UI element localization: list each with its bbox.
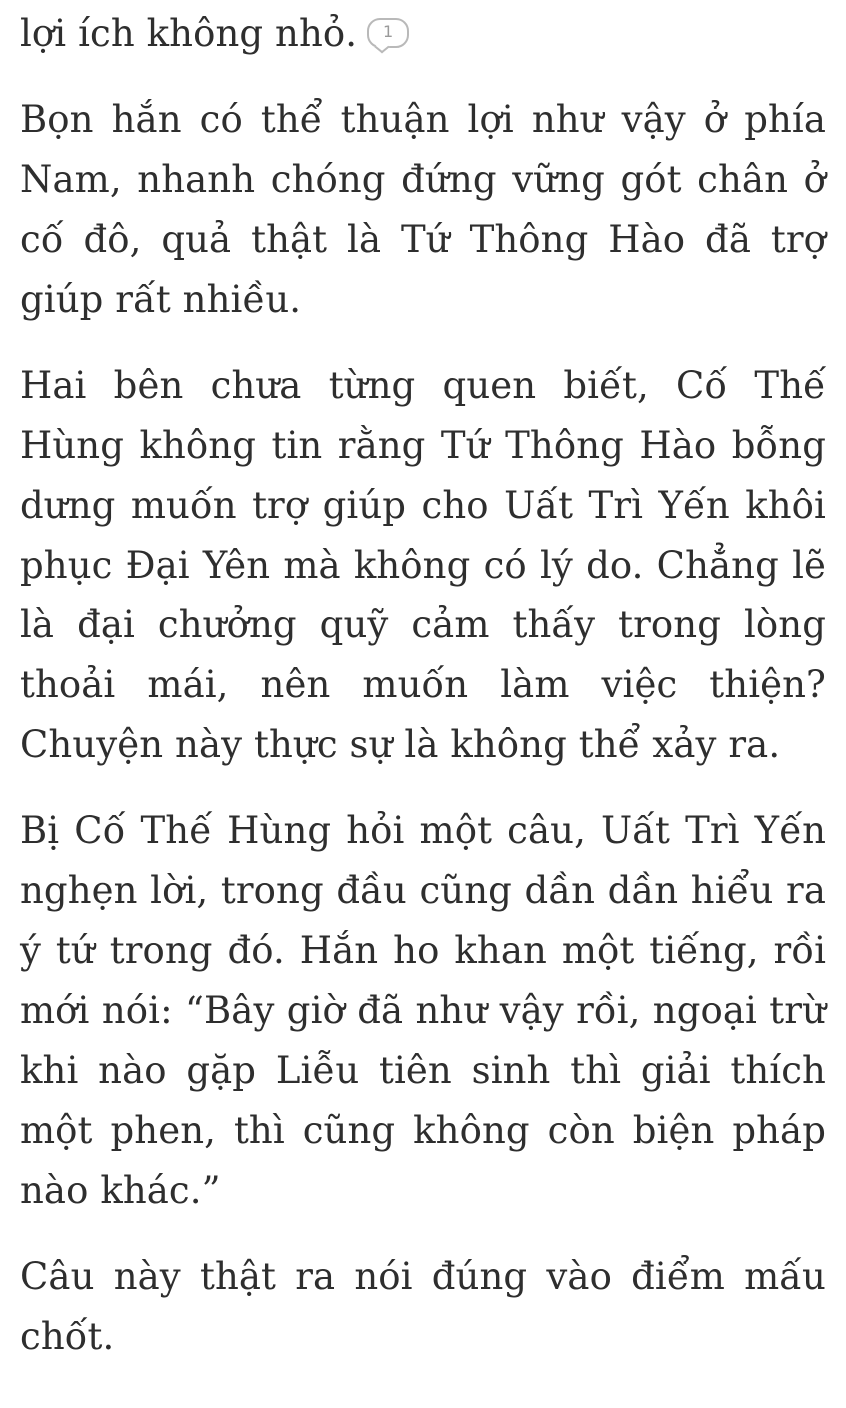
paragraph-2: Bọn hắn có thể thuận lợi như vậy ở phía Nam, nhanh chóng đứng vững gót chân ở cố đô, quả thật là Tứ Thông Hào đã trợ giúp rất nhiều. bbox=[20, 97, 826, 321]
paragraph-3: Hai bên chưa từng quen biết, Cố Thế Hùng không tin rằng Tứ Thông Hào bỗng dưng muốn trợ giúp cho Uất Trì Yến khôi phục Đại Yên mà không có lý do. Chẳng lẽ là đại chưởng quỹ cảm thấy trong lòng thoải mái, nên muốn làm việc thiện? Chuyện này thực sự là không thể xảy ra. bbox=[20, 363, 826, 767]
paragraph-4: Bị Cố Thế Hùng hỏi một câu, Uất Trì Yến nghẹn lời, trong đầu cũng dần dần hiểu ra ý tứ trong đó. Hắn ho khan một tiếng, rồi mới nói: “Bây giờ đã như vậy rồi, ngoại trừ khi nào gặp Liễu tiên sinh thì giải thích một phen, thì cũng không còn biện pháp nào khác.” bbox=[20, 809, 826, 1212]
paragraph-5: Câu này thật ra nói đúng vào điểm mấu chốt. bbox=[20, 1254, 826, 1358]
paragraph-1-text: lợi ích không nhỏ. bbox=[20, 12, 358, 55]
paragraph-1 bbox=[20, 4, 826, 64]
footnote-marker-icon[interactable]: 1 bbox=[367, 18, 409, 48]
